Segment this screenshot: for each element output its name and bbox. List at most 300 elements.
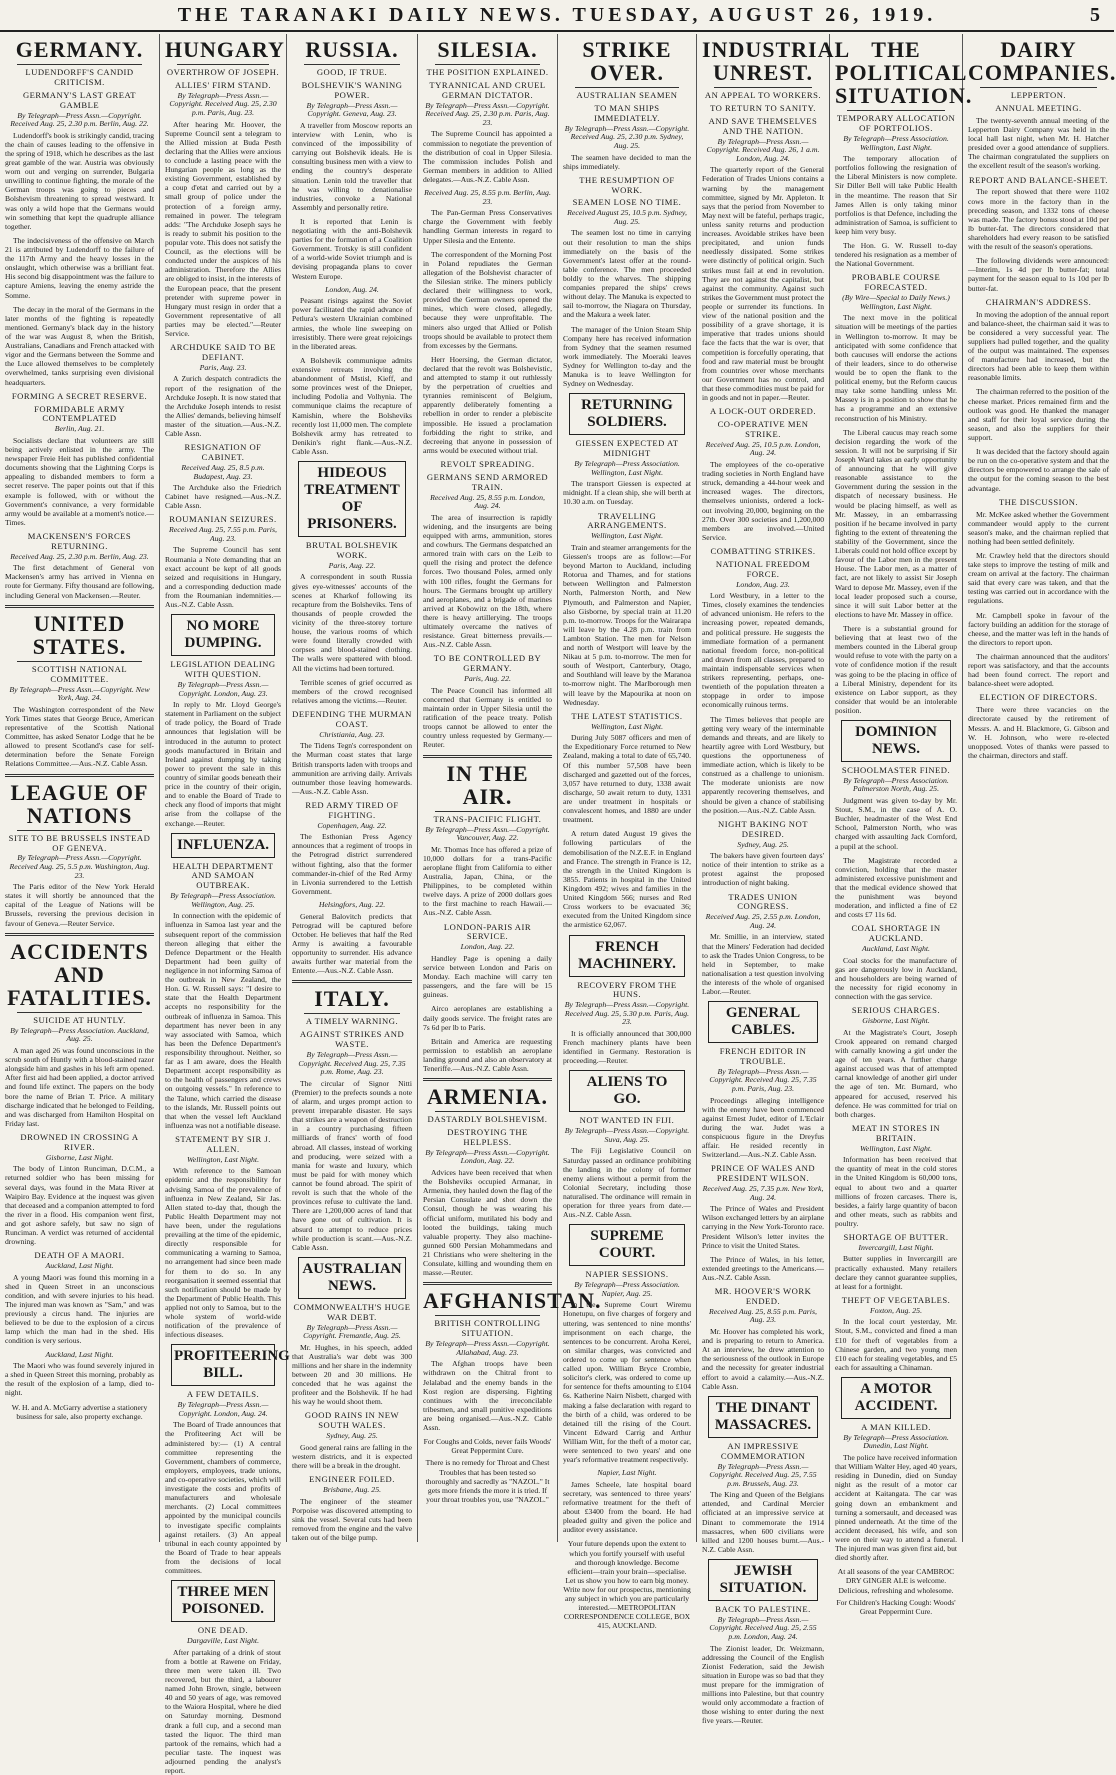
heading-rule [304,1013,400,1014]
section-rule [423,1282,552,1285]
article-paragraph: The Peace Council has informed all concerned that Germany is entitled to maintain order in Upper Silesia until the ratification of the peace treaty. Polish troops cannot be allowed to enter the country unless requested by Germany.—Reuter. [423,685,552,750]
section-rule [5,933,154,936]
subheading: AUSTRALIAN SEAMEN [576,90,678,101]
boxed-heading: THE DINANT MASSACRES. [708,1396,818,1438]
article-paragraph: The Magistrate recorded a conviction, holding that the master administered excessive punishment and that the medical evidence showed that the punishment was beyond moderation, and inflicted a fine of £2 and costs £7 11s 6d. [835,855,957,920]
boxed-heading: JEWISH SITUATION. [708,1559,818,1601]
subheading: NIGHT BAKING NOT DESIRED. [718,818,808,839]
heading-rule [17,830,142,831]
advertisement: W. H. and A. McGarry advertise a stationery business for sale, also property exchange. [11,1402,148,1421]
section-heading: SILESIA. [437,37,538,62]
dateline: By Telegraph—Press Association. Dunedin, Last Night. [843,1432,949,1451]
dateline: Received Aug. 25, 2.55 p.m. London, Aug. 24. [705,912,821,930]
subheading: PRINCE OF WALES AND PRESIDENT WILSON. [710,1163,816,1184]
section-rule [423,755,552,758]
dateline: Brisbane, Aug. 25. [322,1484,382,1494]
subheading: LONDON-PARIS AIR SERVICE. [443,921,532,942]
article-paragraph: A correspondent in south Russia gives eye-witnesses' accounts of the scenes at Kharkof following its recapture from the Bolsheviks. Tens of thousands of people crowded the vicinity of the three-storey torture house, the various rooms of which were found literally crowded with corpses and blood-stained clothing. The walls were spattered with blood. All the victims had been tortured. [292,572,412,673]
article-paragraph: A return dated August 19 gives the following particulars of the demobilisation of the N.Z.E.F. in England and France. The strength in France is 12, the strength in the United Kingdom is 3855. Patients in hospital in the United Kingdom 492; wives and families in the United Kingdom 566; nurses and Red Cross workers to be evacuated 36; executed from the United Kingdom since the armistice 62,067. [563,829,691,930]
subheading: A TIMELY WARNING. [305,1016,399,1027]
subheading: TO RETURN TO SANITY. [710,103,816,114]
subheading: SCHOOLMASTER FINED. [841,765,951,776]
article-paragraph: General Balovitch predicts that Petrograd will be captured before October. He believes that half the Red Army is awaiting a favourable opportunity to surrender. His advance awaits further war material from the Entente.—Aus.-N.Z. Cable Assn. [292,911,412,976]
subheading: SUICIDE AT HUNTLY. [33,1014,126,1025]
subheading: SHORTAGE OF BUTTER. [843,1232,949,1243]
article-paragraph: The decay in the moral of the Germans in the later months of the fighting is repeatedly mentioned. Germany's black day in the history of the war was August 8, when the British, Australians, Canadians and French attacked with vigor and the Germans between the Somme and the Luce allowed themselves to be completely overwhelmed, tanks surprising even divisional headquarters. [5,304,154,387]
subheading: AN APPEAL TO WORKERS. [704,90,822,101]
dateline: By Telegraph—Press Assn.—Copyright. Received Aug. 25, 2.30 p.m. Sydney, Aug. 25. [564,123,690,150]
article-paragraph: The seamen lost no time in carrying out their resolution to man the ships immediately on the basis of the Government's latest offer at the round-table conference. The men proceeded boldly to the wharves. The shipping companies prepared the ships' crews without delay. The Manuka is expected to sail to-morrow, the Niagara on Thursday, and the Makura a week later. [563,228,691,320]
article-paragraph: A young Maori was found this morning in a shed in Queen Street in an unconscious condition, and with severe injuries to his head. The injured man was known as "Sam," and was previously a circus hand. The injuries are believed to be due to the explosion of a circus lamp which the man had in the shed. His condition is very serious. [5,1272,154,1346]
article-paragraph: The King and Queen of the Belgians attended, and Cardinal Mercier officiated at an impressive service at Dinant to commemorate the 1914 massacres, when 600 civilians were killed and 1200 houses burnt.—Aus.-N.Z. Cable Assn. [702,1490,824,1554]
dateline: By Telegraph—Press Assn.—Copyright. Received Aug. 26, 1 a.m. London, Aug. 24. [706,136,820,163]
dateline: By Telegraph—Press Association. Palmerston North, Aug. 25. [843,775,949,794]
article-paragraph: The Fiji Legislative Council on Saturday passed an ordinance prohibiting the landing in the colony of former enemy aliens without a permit from the Colonial Secretary, including those naturalised. The ordinance will remain in operation for three years from date.—Aus.-N.Z. Cable Assn. [563,1146,691,1220]
heading-rule [177,64,269,65]
masthead-title: THE TARANAKI DAILY NEWS. TUESDAY, AUGUST 26, 1919. [177,3,937,26]
article-paragraph: In moving the adoption of the annual report and balance-sheet, the chairman said it was to be considered a very successful year. The suppliers had pulled together, and the quality of the output was maintained. The expenses of manufacture had increased, but the directors had been able to keep them within reasonable limits. [968,309,1109,383]
article-paragraph: The Esthonian Press Agency announces that a regiment of troops in the Petrograd district surrendered without fighting, also that the former commander-in-chief of the Red Army in Livonia surrendered to the Lettish Government. [292,832,412,896]
subheading: ELECTION OF DIRECTORS. [979,692,1098,703]
boxed-heading: GENERAL CABLES. [708,1001,818,1043]
article-paragraph: There were three vacancies on the directorate caused by the retirement of Messrs. A. and H. Blackmore, G. Gibson and W. H. Johnson, who were re-elected unopposed. Votes of thanks were passed to the chairman, directors and staff. [968,705,1109,760]
article-paragraph: The seamen have decided to man the ships immediately. [563,152,691,171]
subheading: TRANS-PACIFIC FLIGHT. [433,813,542,824]
section-heading: ARMENIA. [426,1084,549,1110]
article-paragraph: The twenty-seventh annual meeting of the Lepperton Dairy Company was held in the local hall last night, when Mr. H. Hatcher presided over a good attendance of suppliers. The chairman congratulated the suppliers on the excellent result of the season's working. [968,115,1109,171]
advertisement: There is no remedy for Throat and Chest Troubles that has been tested so thoroughly and sacredly as "NAZOL." It gets more friends the more it is tried. If your throat troubles you, use "NAZOL." [425,1458,550,1504]
heading-rule [435,64,540,65]
dateline: Received Aug. 25, 2.30 p.m. Berlin, Aug. 23. [10,551,149,561]
article-paragraph: The first detachment of General von Mackensen's army has arrived in Vienna en route for Germany. Fifty thousand are following, including General von Mackensen.—Reuter. [5,563,154,600]
subheading: SITE TO BE BRUSSELS INSTEAD OF GENEVA. [8,832,151,853]
dateline: Wellington, Last Night. [186,1154,260,1164]
article-paragraph: Socialists declare that volunteers are still being actively enlisted in the army. The newspaper Freie Heit has published confidential documents showing that the Lightning Corps is appealing to disbanded members to form a secret reserve. The paper points out that if this example is followed, with or without the Government's connivance, a very formidable army would be available at a moment's notice.—Times. [5,435,154,527]
article-paragraph: At the Magistrate's Court, Joseph Crook appeared on remand charged with carnally knowing a girl under the age of ten years. A further charge against accused was that of attempted carnal knowledge of another girl under the age of ten. Mr. Burnard, who appeared for accused, reserved his defence. He was committed for trial on both charges. [835,1027,957,1119]
article-paragraph: Mr. Smillie, in an interview, stated that the Miners' Federation had decided to ask the Trades Union Congress, to be held in September, to make nationalisation a test question involving the interests of the whole of organised Labor.—Reuter. [702,932,824,997]
column-3 [287,34,418,1542]
dateline: Received Aug. 25, 7.35 p.m. New York, Aug. 24. [702,1184,824,1202]
dateline: By Telegraph—Press Assn.—Copyright. Fremantle, Aug. 25. [303,1322,401,1341]
dateline: Sydney, Aug. 25. [326,1431,378,1441]
subheading: TO MAN SHIPS IMMEDIATELY. [594,103,660,123]
dateline: Paris, Aug. 22. [464,674,511,684]
article-paragraph: There is a substantial ground for believing that at least two of the members counted in the Liberal group would refuse to vote with the party on a vote of confidence motion if the result was going to be the placing in office of a Liberal Ministry, dependent for its existence on Labor support, as they consider that would be an intolerable position. [835,623,957,715]
article-paragraph: The Hon. G. W. Russell to-day tendered his resignation as a member of the National Government. [835,241,957,269]
article-paragraph: Mr. Campbell spoke in favour of the factory building an addition for the storage of cheese, and the matter was left in the hands of the directors to report upon. [968,610,1109,647]
heading-rule [435,811,540,812]
boxed-heading: DOMINION NEWS. [841,720,951,762]
article-paragraph: The Pan-German Press Conservatives charge the Government with feebly handling German interests in regard to Upper Silesia and the Entente. [423,208,552,245]
section-heading: ITALY. [314,986,390,1012]
dateline: By Telegraph—Press Assn.—Copyright. New York, Aug. 24. [9,684,150,703]
column-1 [0,34,160,1542]
subheading: THE POSITION EXPLAINED. [426,67,549,78]
subheading: RED ARMY TIRED OF FIGHTING. [305,799,399,820]
heading-rule [714,87,812,88]
dateline: Auckland, Last Night. [45,1261,114,1271]
dateline: Wellington, Last Night. [590,531,664,541]
subheading: COMMONWEALTH'S HUGE WAR DEBT. [293,1301,411,1322]
subheading: SCOTTISH NATIONAL COMMITTEE. [31,663,128,684]
subheading: TYRANNICAL AND CRUEL GERMAN DICTATOR. [429,79,546,100]
dateline: By Telegraph—Press Assn.—Copyright. Received Aug. 25, 2.30 p.m. Paris, Aug. 23. [169,90,277,117]
article-paragraph: Good general rains are falling in the western districts, and it is expected there will be a break in the drought. [292,1442,412,1470]
subheading: CHAIRMAN'S ADDRESS. [985,296,1092,307]
heading-rule [980,87,1097,88]
article-paragraph: It was decided that the factory should again be run on the co-operative system and that the directors be empowered to arrange the sale of the output for the coming season to the best advantage. [968,447,1109,493]
column-2 [160,34,290,1775]
subheading: ANNUAL MEETING. [995,103,1082,114]
subheading: BACK TO PALESTINE. [715,1603,811,1614]
article-paragraph: A Zurich despatch contradicts the report of the resignation of the Archduke Joseph. It is now stated that the Archduke Joseph intends to resist the Allies' demands, believing himself master of the situation.—Aus.-N.Z. Cable Assn. [165,374,281,439]
subheading: GERMANY'S LAST GREAT GAMBLE [22,89,137,110]
dateline: By Telegraph—Press Association. Napier, Aug. 25. [574,1280,680,1298]
column-7 [830,34,973,1616]
advertisement: For Children's Hacking Cough: Woods' Great Peppermint Cure. [836,1597,956,1616]
dateline: Napier, Last Night. [597,1468,657,1478]
article-paragraph: Terrible scenes of grief occurred as members of the crowd recognised relatives among the victims.—Reuter. [292,677,412,705]
subheading: SEAMEN LOSE NO TIME. [572,197,682,208]
subheading: ONE DEAD. [197,1625,249,1636]
boxed-heading: RETURNING SOLDIERS. [569,393,685,435]
article-paragraph: The Prince of Wales, in his letter, extended greetings to the Americans.—Aus.-N.Z. Cable Assn. [702,1254,824,1282]
dateline: By Telegraph—Press Association. Auckland, Aug. 25. [10,1025,149,1044]
boxed-heading: A MOTOR ACCIDENT. [841,1377,951,1419]
article-paragraph: The correspondent of the Morning Post in Poland repudiates the German allegation of the Bolshevist character of the Silesian strike. The miners publicly declared their willingness to work, provided the German owners opened the mines, which were closed, allegedly, because they were unprofitable. The miners also urged that Allied or Polish troops should be available to protect them from excesses by the Germans. [423,249,552,350]
subheading: NAPIER SESSIONS. [585,1269,669,1280]
subheading: NOT WANTED IN FIJI. [579,1115,675,1126]
subheading: COAL SHORTAGE IN AUCKLAND. [851,923,941,944]
article-paragraph: The Supreme Council has sent Roumania a Note demanding that an exact account be kept of all goods seized and requisitions in Hungary, and a corresponding deduction made from the Roumanian indemnities.—Aus.-N.Z. Cable Assn. [165,545,281,610]
dateline: By Telegraph—Press Assn.—Copyright. Received Aug. 25, 7.35 p.m. Rome, Aug. 23. [298,1050,406,1077]
article-paragraph: Judgment was given to-day by Mr. Stout, S.M., in the case of A. O. Buchler, headmaster of the West End School, Palmerston North, who was charged with assaulting Jack Cornford, a pupil at the school. [835,796,957,851]
article-paragraph: The quarterly report of the General Federation of Trades Unions contains a warning by the management committee, signed by Mr. Appleton. It says that the period from November to May next will be fateful, perhaps tragic, unless sanity returns and production increases. Avoidable strikes have been precipitated, and union funds needlessly dissipated. Some strikes were distinctly of political origin. Such strikes must fail at end in revolution. They are not against the capitalist, but against the community. Against such strikes the Government must protect the people or surrender its functions. In view of the national position and the possibility of a grave shortage, it is imperative that trades unions should face the facts that the war is over, that competition is forcefully operating, that food and raw material must be brought from countries over whose merchants our Government has no control, and that these commodities must be paid for in goods and not in paper.—Reuter. [702,165,824,403]
section-rule [5,774,154,777]
dateline: Wellington, Last Night. [859,1143,933,1153]
subheading: BRUTAL BOLSHEVIK WORK. [305,540,399,560]
dateline: By Telegraph—Press Assn.—Copyright. Received Aug. 25, 5.30 p.m. Paris, Aug. 23. [564,1000,690,1027]
dateline: By Telegraph—Press Assn.—Copyright. Received Aug. 25, 5.5 p.m. Washington, Aug. 23. [9,853,150,880]
subheading: PROBABLE COURSE FORECASTED. [851,272,941,293]
boxed-heading: HIDEOUS TREATMENT OF PRISONERS. [298,461,406,537]
subheading: THE RESUMPTION OF WORK. [579,174,675,195]
dateline: Received Aug. 25, 10.5 p.m. London, Aug. 24. [705,439,821,458]
article-paragraph: In reply to Mr. Lloyd George's statement in Parliament on the subject of trade policy, the Board of Trade announces that legislation will be introduced in the autumn to protect goods manufactured in Britain and Ireland against dumping by taking power to prevent the sale in this country of similar goods beneath their price in the country of their origin, and to enable the Board of Trade to check any flood of imports that might arise from the collapse of the exchange.—Reuter. [165,700,281,828]
article-paragraph: Airco aeroplanes are establishing a daily goods service. The freight rates are 7s 6d per lb to Paris. [423,1004,552,1032]
section-rule [423,1078,552,1081]
article-paragraph: Britain and America are requesting permission to establish an aeroplane landing ground and also an observatory at Teneriffe.—Aus.-N.Z. Cable Assn. [423,1036,552,1074]
subheading: FORMING A SECRET RESERVE. [11,390,148,401]
article-paragraph: A traveller from Moscow reports an interview with Lenin, who is convinced of the impossibility of carrying out Bolshevik ideals. He is consulting business men with a view to ending the country's desperate situation. Lenin told the traveller that he was willing to denationalise industries, convoke a National Assembly and personally retire. [292,120,412,212]
subheading: OVERTHROW OF JOSEPH. [166,67,280,78]
article-paragraph: The chairman announced that the auditors' report was satisfactory, and that the accounts had been found correct. The report and balance-sheet were adopted. [968,652,1109,689]
subheading: AN IMPRESSIVE COMMEMORATION [720,1440,806,1461]
article-paragraph: The following dividends were announced:—Interim, 1s 4d per lb butter-fat; total payment for the season equal to 1s 10d per lb butter-fat. [968,256,1109,293]
dateline: By Telegraph—Press Assn.—Copyright. London, Aug. 23. [177,679,269,698]
subheading: THE DISCUSSION. [998,496,1079,507]
article-paragraph: The police have received information that William Walter Hey, aged 40 years, residing in Dunedin, died on Sunday night as the result of a motor car accident at Kaitangata. The car was going down an embankment and turning a somersault, and deceased was pinned underneath. At the time of the accident deceased, his wife, and son were on their way to attend a funeral. The injured man was given first aid, but died shortly after. [835,1453,957,1563]
article-paragraph: Lord Westbury, in a letter to the Times, closely examines the tendencies of advanced unionism. He refers to the increasing power, repeated demands, and political pressure. He suggests the immediate formation of a permanent national freedom force, non-political and drawn from all classes, prepared to maintain indispensable services when strikers representing, perhaps, one-twentieth of the population threaten a stoppage in order to impose economically ruinous terms. [702,591,824,710]
section-heading: GERMANY. [15,37,144,62]
article-paragraph: After hearing Mr. Hoover, the Supreme Council sent a telegram to the Allied mission at Buda Pesth declaring that the Allies were anxious to conclude a lasting peace with the Hungarian people as long as the existing Government, established by a coup d'etat and carried out by a small group of police under the protection of a foreign army, remained in power. The telegram adds: "The Archduke Joseph says he is ready to submit his position to the popular vote. This does not satisfy the Council, as the elections will be conducted under the auspices of his administration. Therefore the Allies are obliged to insist, in the interests of the European peace, that the present pretender with supreme power in Hungary must resign in order that a Government representative of all parties may be elected."—Reuter Service. [165,119,281,339]
section-rule [5,605,154,608]
section-heading: IN THE AIR. [446,760,529,809]
heading-rule [304,64,400,65]
dateline: By Telegraph—Press Assn.—Copyright. Received Aug. 25, 7.35 p.m. Paris, Aug. 23. [709,1066,817,1094]
subheading: DASTARDLY BOLSHEVISM. [427,1114,548,1125]
dateline: Auckland, Last Night. [861,944,930,954]
section-heading: AFGHANISTAN. [423,1288,602,1314]
dateline: Received Aug. 25, 7.55 p.m. Paris, Aug. 23. [169,525,277,543]
article-paragraph: The Washington correspondent of the New York Times states that George Bruce, American representative of the Scottish National Committee, has asked Senator Lodge that he be allowed to present Scotland's case for self-determination before the Senate Foreign Relations Committee.—Aus.-N.Z. Cable Assn. [5,704,154,769]
section-heading: HUNGARY [165,37,285,62]
subheading: ENGINEER FOILED. [309,1474,395,1485]
dateline: By Telegraph—Press Assn.—Copyright. Allahabad, Aug. 23. [425,1339,550,1357]
subheading: A LOCK-OUT ORDERED. [709,406,817,417]
dateline: Berlin, Aug. 21. [54,424,105,434]
article-paragraph: The transport Giessen is expected at midnight. If a clean ship, she will berth at 10.30 a.m. on Tuesday. [563,479,691,507]
article-paragraph: In the Supreme Court Wiremu Honetupu, on five charges of forgery and uttering, was sentenced to nine months' imprisonment on each charge, the sentences to be concurrent. Aroha Kerei, on similar charges, was convicted and ordered to come up for sentence when called upon. William Bryce Crombie, solicitor's clerk, was ordered to come up for sentence for thefts amounting to £104 6s. Katherine Nairn Nisbett, charged with making a false declaration with regard to the birth of a child, was ordered to be detained till the rising of the Court. Vincent Edward Carrig and Arthur William Witt, for the theft of a motor car, were sentenced to two years' and one year's reformative treatment respectively. [563,1300,691,1465]
boxed-heading: THREE MEN POISONED. [171,1580,275,1622]
dateline: Received Aug. 25, 8.55 p.m. Berlin, Aug. 23. [424,188,551,206]
section-heading: STRIKE OVER. [582,37,672,86]
subheading: MR. HOOVER'S WORK ENDED. [714,1286,812,1306]
section-rule [292,980,412,983]
article-paragraph: Coal stocks for the manufacture of gas are dangerously low in Auckland, and householders are being warned of the necessity for rigid economy in connection with the gas service. [835,955,957,1002]
dateline: Auckland, Last Night. [45,1349,114,1359]
subheading: GOOD, IF TRUE. [316,67,388,78]
subheading: AGAINST STRIKES AND WASTE. [299,1029,405,1050]
dateline: By Telegraph—Press Association. Wellington, Aug. 25. [170,891,276,909]
dateline: By Telegraph—Press Assn.—Copyright. Vancouver, Aug. 22. [425,824,550,843]
article-paragraph: The Supreme Council has appointed a commission to negotiate the prevention of the distribution of coal in Upper Silesia. The commission includes Polish and German members in addition to Allied delegates.—Aus.-N.Z. Cable Assn. [423,129,552,184]
section-heading: THE POLITICAL SITUATION. [835,37,973,109]
section-heading: RUSSIA. [305,37,399,62]
subheading: AND SAVE THEMSELVES AND THE NATION. [708,115,818,136]
boxed-heading: FRENCH MACHINERY. [569,935,685,977]
subheading: TRAVELLING ARRANGEMENTS. [587,510,667,531]
column-4 [418,34,602,1542]
dateline: Invercargill, Last Night. [858,1242,934,1252]
dateline: Foxton, Aug. 25. [869,1305,923,1315]
column-6 [697,34,851,1726]
subheading: NATIONAL FREEDOM FORCE. [715,558,811,579]
subheading: RESIGNATION OF CABINET. [184,442,262,463]
subheading: BOLSHEVIK'S WANING POWER. [301,79,403,100]
subheading: ALLIES' FIRM STAND. [174,79,272,90]
subheading: STATEMENT BY SIR J. ALLEN. [175,1133,271,1154]
section-heading: INDUSTRIAL UNREST. [702,37,851,86]
article-paragraph: The next move in the political situation will be meetings of the parties in Wellington to-morrow. It may be anticipated with some confidence that both caucuses will endorse the actions of their leaders, since to do otherwise would be to open the flank to the political enemy, but the Reform caucus may take some handling unless Mr. Massey is in a position to show that he has a programme and an extensive reconstruction of his Ministry. [835,313,957,423]
subheading: RECOVERY FROM THE HUNS. [577,979,677,1000]
masthead [0,0,1114,32]
dateline: By Telegraph—Press Assn.—Copyright. Received Aug. 25, 7.55 p.m. Brussels, Aug. 23. [709,1461,817,1488]
article-paragraph: The Prince of Wales and President Wilson exchanged letters by an airplane carrying in the New York-Toronto race. President Wilson's letter invites the Prince to visit the United States. [702,1204,824,1250]
subheading: LEPPERTON. [1010,90,1067,101]
article-paragraph: Mr. Hoover has completed his work, and is preparing to return to America. At an interview, he drew attention to the seriousness of the outlook in Europe and the necessity for greater industrial effort to avoid a calamity.—Aus.-N.Z. Cable Assn. [702,1326,824,1391]
subheading: FRENCH EDITOR IN TROUBLE. [719,1046,807,1067]
subheading: TO BE CONTROLLED BY GERMANY. [433,653,542,674]
article-paragraph: The Board of Trade announces that the Profiteering Act will be administered by:— (1) A central committee representing the Government, chambers of commerce, employers, employees, trade unions, and co-operative societies, which will investigate the costs and profits of manufacturers and wholesale merchants. (2) Local committees appointed by the municipal councils to investigate specific complaints against retailers. (3) An appeal tribunal in each county appointed by the Board of Trade to hear appeals from the decisions of local committees. [165,1420,281,1576]
subheading: A MAN KILLED. [861,1422,931,1433]
article-paragraph: The Tidens Tegn's correspondent on the Murman coast states that large British transports laden with troops and ammunition are arriving daily. Arrivals outnumber those leaving homewards.—Aus.-N.Z. Cable Assn. [292,741,413,796]
article-paragraph: It is officially announced that 300,000 French machinery plants have been identified in Germany. Restoration is proceeding.—Reuter. [563,1028,691,1066]
section-heading: UNITED STATES. [32,610,127,659]
subheading: DESTROYING THE HELPLESS. [447,1127,528,1148]
dateline: Helsingfors, Aug. 22. [318,900,386,910]
article-paragraph: It is reported that Lenin is negotiating with the anti-Bolshevik parties for the formation of a Coalition Government. Trotsky is still confident of a world-wide Soviet triumph and is devising propaganda plans to cover Western Europe. [292,216,412,281]
dateline: By Telegraph—Press Assn.—Copyright. Received Aug. 25, 2.55 p.m. London, Aug. 24. [709,1614,817,1641]
advertisement: For Coughs and Colds, never fails Woods' Great Peppermint Cure. [423,1437,552,1456]
subheading: REVOLT SPREADING. [440,459,535,470]
article-paragraph: A man aged 26 was found unconscious in the scrub south of Huntly with a blood-stained razor alongside him and gashes in his left arm opened. After first aid had been applied, a doctor arrived and found life extinct. The papers on the body bore the name of Brian T. Price. A military discharge indicated that he belonged to Feilding, and was discharged from Hamilton Hospital on Friday last. [5,1045,154,1128]
page-number: 5 [1090,4,1100,26]
subheading: MACKENSEN'S FORCES RETURNING. [27,530,132,551]
subheading: BRITISH CONTROLLING SITUATION. [434,1318,541,1339]
boxed-heading: PROFITEERING BILL. [171,1344,275,1386]
subheading: LEGISLATION DEALING WITH QUESTION. [170,659,276,680]
heading-rule [435,1315,540,1316]
heading-rule [435,1111,540,1112]
dateline: By Telegraph—Press Association. Wellington, Last Night. [843,134,949,152]
subheading: HEALTH DEPARTMENT AND SAMOAN OUTBREAK. [172,860,274,891]
article-paragraph: Peasant risings against the Soviet power facilitated the rapid advance of Petlura's western Ukrainian combined armies, the whole line sweeping on irresistibly. There were great rejoicings in the liberated areas. [292,296,412,351]
boxed-heading: NO MORE DUMPING. [171,614,275,656]
article-paragraph: The body of Linton Runciman, D.C.M., a returned soldier who has been missing for several days, was found in the Mata River at Waipiro Bay. Evidence at the inquest was given that deceased and a companion attempted to ford the river in a flood. His companion went first, and got ashore safely, but saw no sign of Runciman. A verdict was returned of accidental drowning. [5,1164,154,1247]
article-paragraph: The Liberal caucus may reach some decision regarding the work of the session. It will not be surprising if Sir Joseph Ward takes an early opportunity of announcing that he will give reasonable assistance to the Government during the session in the dispatch of necessary business. He would be placing himself, as well as Mr. Massey, in an embarrassing position if he became involved in party fighting to the extent of threatening the stability of the Government, since the Liberals could not hold office except by favour of the Labor men in the present House. The Labor men, as a matter of fact, are not likely to assist Sir Joseph Ward to depose Mr. Massey, even if the local leader proposed such a course, since it will suit Labor better at the elections to have Mr. Massey in office. [835,427,957,619]
article-paragraph: After partaking of a drink of stout from a bottle at Rawene on Friday, three men were taken ill. Two recovered, but the third, a labourer named John Brown, single, between 40 and 50 years of age, was removed to the Waiora Hospital, where he died on Saturday morning. Desmond drank a full cup, and a second man tasted the liquor. The third man partook of the remains, which had a peculiar taste. The inquest was adjourned pending the analyst's report. [165,1647,281,1775]
dateline: By Telegraph—Press Assn.—Copyright. Suva, Aug. 25. [564,1126,690,1144]
dateline: By Telegraph—Press Assn.—Copyright. Geneva, Aug. 23. [306,100,398,119]
subheading: SERIOUS CHARGES. [851,1005,941,1016]
subheading: GOOD RAINS IN NEW SOUTH WALES. [304,1410,400,1431]
heading-rule [17,64,142,65]
dateline: Paris, Aug. 22. [328,560,376,570]
dateline: By Telegraph—Press Assn.—Copyright. London, Aug. 24. [177,1400,269,1418]
article-paragraph: Ludendorff's book is strikingly candid, tracing the chain of causes leading to the offensive in the spring of 1918, which he describes as the last great gamble of the war. Austria was obviously worn out and verging on surrender, Bulgaria unwilling to continue fighting, the morale of the German troops was going to pieces and Bolshevism threatening to spread westward. It was only a wild hope that the Germans would win something that kept the quadruple alliance together. [5,130,154,231]
subheading: COMBATTING STRIKES. [710,545,816,556]
advertisement: At all seasons of the year CAMBROC DRY GINGER ALE is welcome. Delicious, refreshing and wholesome. [837,1567,955,1595]
section-heading: ACCIDENTS AND FATALITIES. [7,938,152,1010]
advertisement: Your future depends upon the extent to which you fortify yourself with useful and thorough knowledge. Become efficient—train your brain—specialise. Let us show you how to earn big money. Write now for our prospectus, mentioning any subject in which you are particularly interested.—METROPOLITAN CORRESPONDENCE COLLEGE, BOX 415, AUCKLAND. [563,1539,691,1631]
subheading: LUDENDORFF'S CANDID CRITICISM. [25,67,134,87]
subheading: ROUMANIAN SEIZURES. [169,514,277,525]
section-heading: DAIRY COMPANIES. [968,37,1116,86]
article-paragraph: The indecisiveness of the offensive on March 21 is attributed by Ludendorff to the failure of the 117th Army and the heavy losses in the onslaught, which otherwise was a brilliant feat. His second big disappointment was the failure to capture Amiens, leaving the enemy astride the Somme. [5,235,154,300]
article-paragraph: The employees of the co-operative trading societies in North England have struck, demanding a 44-hour week and increased wages. The directors, themselves unionists, ordered a lock-out involving 20,000, beginning on the 27th. Over 300 societies and 1,200,000 members are involved.—United Service. [702,459,824,542]
article-paragraph: The engineer of the steamer Porpoise was discovered attempting to sink the vessel. Several cuts had been removed from the engine and the valve taken out of the bilge pump. [292,1496,412,1542]
dateline: By Telegraph—Press Assn.—Copyright. London, Aug. 22. [425,1147,550,1166]
article-paragraph: The Paris editor of the New York Herald states it will shortly be announced that the capital of the League of Nations will be Brussels, reversing the previous decision in favour of Geneva.—Reuter Service. [5,882,154,928]
article-paragraph: The bakers have given fourteen days' notice of their intention to strike as a protest against the proposed introduction of night baking. [702,851,824,888]
subheading: A FEW DETAILS. [186,1389,260,1400]
subheading: CO-OPERATIVE MEN STRIKE. [717,419,809,439]
subheading: ARCHDUKE SAID TO BE DEFIANT. [170,342,276,363]
dateline: Received Aug. 25, 8.55 p.m. Paris, Aug. 23. [709,1306,817,1325]
subheading: DEATH OF A MAORI. [34,1250,125,1261]
dateline: Dargaville, Last Night. [186,1636,260,1646]
boxed-heading: ALIENS TO GO. [569,1070,685,1112]
subheading: GERMANS SEND ARMORED TRAIN. [426,471,549,492]
column-5 [558,34,697,1631]
subheading: TRADES UNION CONGRESS. [728,891,798,912]
article-paragraph: Butter supplies in Invercargill are practically exhausted. Many retailers declare they cannot guarantee supplies, at least for a fortnight. [835,1254,957,1291]
dateline: Gisborne, Last Night. [862,1016,930,1026]
subheading: DROWNED IN CROSSING A RIVER. [20,1131,139,1152]
dateline: By Telegraph—Press Association. Wellington, Last Night. [574,459,680,477]
article-paragraph: Information has been received that the quantity of meat in the cold stores in the United Kingdom is 60,000 tons, equal to about two and a quarter millions of frozen carcases. There is, besides, a fairly large quantity of bacon and other meats, such as rabbits and poultry. [835,1155,957,1228]
article-paragraph: The temporary allocation of portfolios following the resignation of the Liberal Ministers is now complete. Sir Diller Bell will take Public Health in the meantime. The reason that Sir James Allen is only taking minor portfolios is that Defence, including the administration of Samoa, is sufficient to keep him very busy. [835,154,957,237]
article-paragraph: The Times believes that people are getting very weary of the interminable demands and threats, and are likely to heartily agree with Lord Westbury, but questions the opportuneness of immediate action, which is likely to be construed as a challenge to unionism. The moderate unionists are now apparently recovering themselves, and should be given a chance of stabilising the position.—Aus.-N.Z. Cable Assn. [702,714,824,815]
dateline: London, Aug. 22. [460,942,515,952]
dateline: London, Aug. 23. [736,579,790,589]
dateline: Sydney, Aug. 25. [737,839,789,849]
subheading: THEFT OF VEGETABLES. [841,1294,951,1305]
boxed-heading: INFLUENZA. [171,833,275,858]
article-paragraph: In the local court yesterday, Mr. Stout, S.M., convicted and fined a man £10 for theft of vegetables from a Chinese garden, and two young men £10 each for stealing vegetables, and £5 each for assaulting a Chinaman. [835,1317,957,1372]
dateline: By Telegraph—Press Assn.—Copyright. Received Aug. 25, 2.30 p.m. Berlin, Aug. 22. [10,110,149,129]
subheading: FORMIDABLE ARMY CONTEMPLATED [34,403,125,424]
heading-rule [17,661,142,662]
dateline: Received Aug. 25, 8.55 p.m. London, Aug. 24. [430,492,545,511]
article-paragraph: With reference to the Samoan epidemic and the responsibility for advising Samoa of the prevalence of influenza in New Zealand, Sir Jas. Allen stated to-day that, though the Public Health Department may not have been, under the regulations prevailing at the time of the epidemic, directly responsible for communicating a warning to Samoa, no arrangement had since been made for them to do so. In any reorganisation it seemed essential that such notification should be made by the Department of Public Health. This applied not only to Samoa, but to the whole system of world-wide notification of the prevalence of infectious diseases. [165,1166,281,1340]
article-paragraph: The Zionist leader, Dr. Weizmann, addressing the Council of the English Zionist Federation, said the Jewish situation in Europe was so bad that they must prepare for the immigration of millions into Palestine, but that country would only accommodate a fraction of those wishing to enter during the next five years.—Reuter. [702,1643,824,1726]
dateline: Received Aug. 25, 8.5 p.m. Budapest, Aug. 23. [181,462,265,481]
article-paragraph: In connection with the epidemic of influenza in Samoa last year and the subsequent report of the commission thereon alleging that either the Defence Department or the Health Department had been guilty of negligence in not informing Samoa of the outbreak in New Zealand, the Hon. G. W. Russell says: "I desire to state that the Health Department accepts no responsibility for the outbreak of influenza in Samoa. This department has never been in any way associated with Samoa, which has been the Defence Department's responsibility throughout. Neither, so far as I am aware, does the Health Department accept responsibility as to the health of passengers and crews on outgoing vessels." In reference to the Talune, which carried the disease to the islands, Mr. Russell points out that when the vessel left Auckland influenza was not a notifiable disease. [165,911,281,1130]
subheading: TEMPORARY ALLOCATION OF PORTFOLIOS. [836,113,956,134]
article-paragraph: The circular of Signor Nitti (Premier) to the prefects sounds a note of alarm, and urges prompt action to prevent irreparable disaster. He says that strikes are a weapon of destruction in a country purchasing fifteen milliards of francs' worth of food abroad. All classes, instead of working and producing, were seized with a mania for waste and luxury, which must be paid for with money which cannot be found abroad. The spirit of revolt is such that the whole of the provinces refuse to cultivate the land. There are 1,200,000 acres of land that have gone out of cultivation. It is absurd to attempt to reduce prices while production is scant.—Aus.-N.Z. Cable Assn. [292,1078,412,1252]
dateline: Christiania, Aug. 23. [319,729,385,739]
article-paragraph: Advices have been received that when the Bolsheviks occupied Armanar, in Armenia, they hauled down the flag of the Persian Consulate and shot down the Consul, though he was wearing his official uniform, mutilated his body and looted the buildings, taking much valuable property. They also machine-gunned 600 Persian Mohammedans and 21 Christians who were sheltering in the Consulate, killing and wounding them en masse.—Reuter. [423,1168,552,1278]
article-paragraph: Mr. Hughes, in his speech, added that Australia's war debt was 300 millions and her share in the indemnity between 20 and 30 millions. He conceded that he was against the profiteer and the Bolshevik. If he had his way he would shoot them. [292,1342,412,1407]
article-paragraph: The manager of the Union Steam Ship Company here has received information from Sydney that the seamen resumed work immediately. The Moeraki leaves Sydney for Wellington to-day and the Manuka is to leave Wellington for Sydney on Wednesday. [563,324,691,389]
article-paragraph: During July 5087 officers and men of the Expeditionary Force returned to New Zealand, making a total to date of 65,740. Of this number 57,508 have been discharged and gazetted out of the forces, 3,057 have returned to duty, 1338 await discharge, 50 await return to duty, 1331 are under treatment in hospitals or convalescent homes, and 1880 are under treatment. [563,733,691,825]
dateline: Paris, Aug. 23. [199,362,247,372]
section-heading: LEAGUE OF NATIONS [10,779,149,828]
column-8 [963,34,1114,1542]
article-paragraph: Mr. Thomas Ince has offered a prize of 10,000 dollars for a trans-Pacific aeroplane flight from California to either Australia, Japan, China, or the Philippines, to be completed within twelve days. A prize of 2000 dollars goes to the first machine to reach Hawaii.—Aus.-N.Z. Cable Assn. [423,844,552,918]
dateline: London, Aug. 24. [325,284,379,294]
article-paragraph: Mr. McKee asked whether the Government commandeer would apply to the current season's make, and the chairman replied that nothing had been settled definitely. [968,509,1109,546]
subheading: MEAT IN STORES IN BRITAIN. [851,1122,941,1143]
article-paragraph: James Scheele, late hospital board secretary, was sentenced to three years' reformative treatment for the theft of about £3400 from the board. He had pleaded guilty and given the police and auditor every assistance. [563,1479,691,1535]
dateline: Copenhagen, Aug. 22. [317,820,387,830]
dateline: By Telegraph—Press Assn.—Copyright. Received Aug. 25, 2.30 p.m. Paris, Aug. 23. [425,100,550,127]
article-paragraph: The chairman referred to the position of the cheese market. Prices remained firm and the outlook was good. He thanked the manager and staff for their loyal service during the season, and also the suppliers for their support. [968,387,1109,442]
subheading: REPORT AND BALANCE-SHEET. [969,174,1108,185]
article-paragraph: Mr. Crawley held that the directors should take steps to improve the testing of milk and cream on arrival at the factory. The chairman said that every care was taken, and that the testing was carried out in accordance with the regulations. [968,550,1109,606]
article-paragraph: Train and steamer arrangements for the Giessen's troops are as follow:—For beyond Marton to Auckland, including Rotorua and Thames, and for stations between Wellington and Palmerston North, Palmerston North, and New Plymouth, and Palmerston and Napier, also Gisborne, by special train at 11.20 p.m. to-morrow. Troops for the Wairarapa will leave by the 4.28 p.m. train from Lambton Station. The men for Nelson and north of Westport will leave by the Nikau at 5 p.m. to-morrow. The men for south of Westport, Canterbury, Otago, and Southland will leave by the Maranoa to-morrow night. The Marlborough men will leave by the Mapourika at noon on Wednesday. [563,542,691,707]
article-paragraph: Herr Hoersing, the German dictator, declared that the revolt was Bolshevistic, and attempted to stamp it out ruthlessly by the perpetration of cruelties and tyrannies reminiscent of Belgium, apparently deliberately fomenting a rebellion in order to render a plebiscite impossible. He issued a proclamation forbidding the right to strike, and decreeing that anyone in possession of arms would be executed without trial. [423,354,552,455]
article-paragraph: Proceedings alleging intelligence with the enemy have been commenced against Ernest Judet, editor of L'Eclair during the war. Judet was a conspicuous figure in the Dreyfus affair. He resided recently in Switzerland.—Aus.-N.Z. Cable Assn. [702,1095,824,1160]
dateline: Wellington, Last Night. [590,721,664,731]
article-paragraph: Handley Page is opening a daily service between London and Paris on Monday. Each machine will carry ten passengers, and the fare will be 15 guineas. [423,953,552,1000]
subheading: THE LATEST STATISTICS. [571,710,683,721]
heading-rule [17,1012,142,1013]
boxed-heading: AUSTRALIAN NEWS. [298,1257,406,1299]
dateline: Received August 25, 10.5 p.m. Sydney, Aug. 25. [567,208,687,226]
boxed-heading: SUPREME COURT. [569,1224,685,1266]
article-paragraph: The Maori who was found severely injured in a shed in Queen Street this morning, probably as the result of the explosion of a lamp, died to-night. [5,1361,154,1398]
dateline: (By Wire—Special to Daily News.) Wellington, Last Night. [842,293,950,311]
heading-rule [847,110,945,111]
article-paragraph: The report showed that there were 1102 cows more in the factory than in the preceding season, and 1332 tons of cheese was made. The factory bonus stood at 10d per lb butter-fat. The directors considered that shareholders had every reason to be satisfied with the result of the season's operations. [968,187,1109,252]
article-paragraph: The Archduke also the Friedrich Cabinet have resigned.—Aus.-N.Z. Cable Assn. [165,483,281,511]
heading-rule [575,87,679,88]
dateline: Gisborne, Last Night. [45,1152,114,1162]
article-paragraph: The area of insurrection is rapidly widening, and the insurgents are being equipped with arms, ammunition, stores and cowhurs. The Germans despatched an armored train with cars on the Leib to quell the rising and protect the defence forces. Two thousand Poles, armed only with 100 rifles, fought the Germans for hours. The Germans brought up artillery and aeroplanes, and a brigade of marines arrived at Kobowitz on the 18th, where there is heavy artillerying. The troops ultimately overcame the natives of resistance. Great bitterness prevails.—Aus.-N.Z. Cable Assn. [423,512,552,650]
